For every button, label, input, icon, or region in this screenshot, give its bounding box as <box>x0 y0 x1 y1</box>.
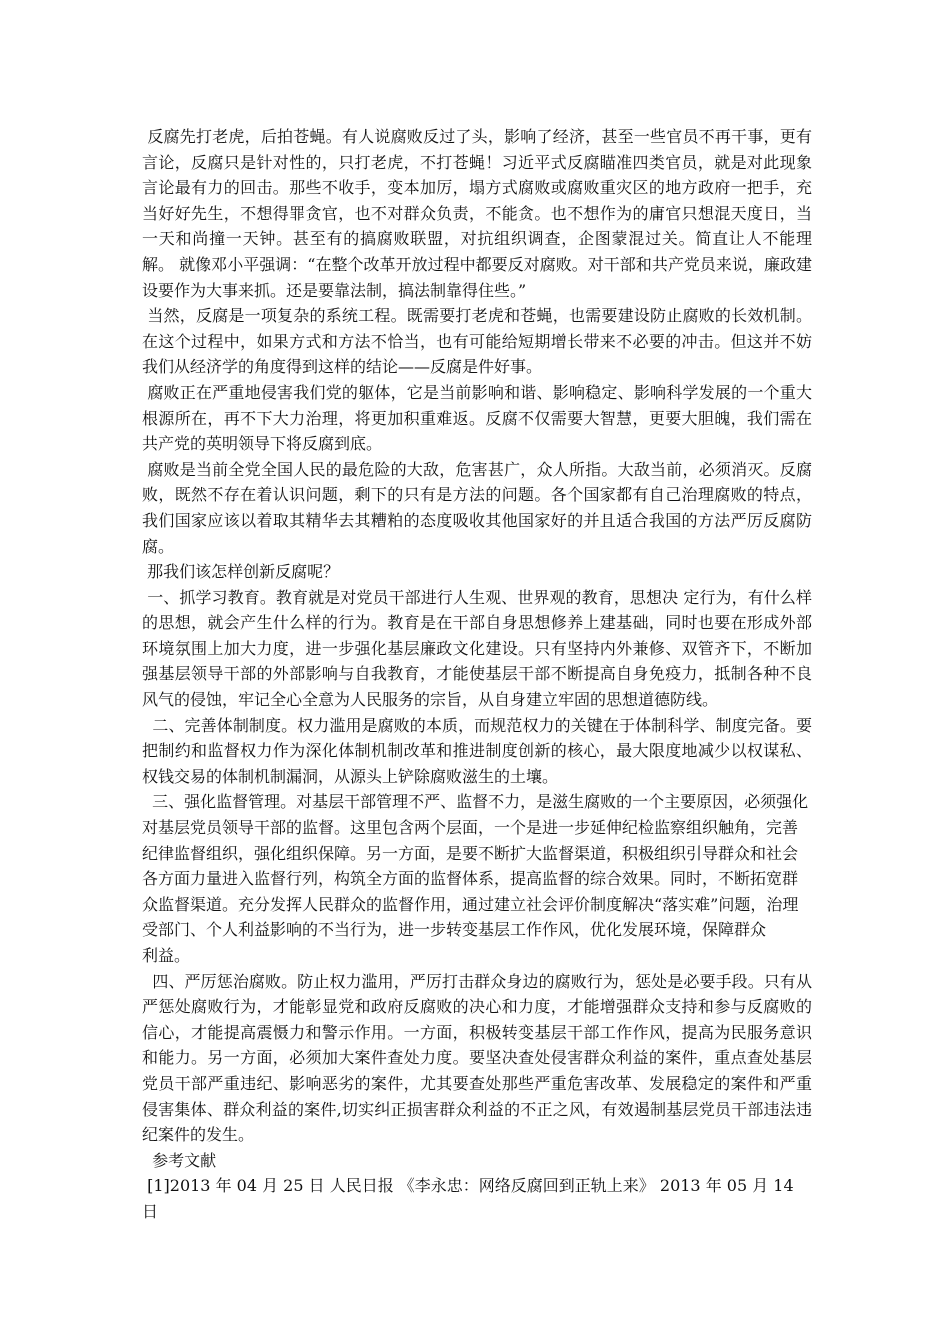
paragraph-tigers-and-flies: 反腐先打老虎，后拍苍蝇。有人说腐败反过了头，影响了经济，甚至一些官员不再干事，更有言论，反腐只是针对性的，只打老虎，不打苍蝇！习近平式反腐瞄准四类官员，就是对此现象言论最有力的回击。那些不收手，变本加厉，塌方式腐败或腐败重灾区的地方政府一把手，充当好好先生，不想得罪贪官，也不对群众负责，不能贪。也不想作为的庸官只想混天度日，当一天和尚撞一天钟。甚至有的搞腐败联盟，对抗组织调查，企图蒙混过关。简直让人不能理解。 就像邓小平强调：“在整个改革开放过程中都要反对腐败。对干部和共产党员来说，廉政建设要作为大事来抓。还是要靠法制，搞法制靠得住些。” <box>142 127 812 300</box>
paragraph-point-one-education: 一、抓学习教育。教育就是对党员干部进行人生观、世界观的教育，思想决 定行为，有什么样的思想，就会产生什么样的行为。教育是在干部自身思想修养上建基础，同时也要在形成外部环境氛围上加大力度，进一步强化基层廉政文化建设。只有坚持内外兼修、双管齐下，不断加强基层领导干部的外部影响与自我教育，才能使基层干部不断提高自身免疫力，抵制各种不良风气的侵蚀，牢记全心全意为人民服务的宗旨，从自身建立牢固的思想道德防线。 <box>142 587 812 710</box>
paragraph-corruption-harms-party: 腐败正在严重地侵害我们党的躯体，它是当前影响和谐、影响稳定、影响科学发展的一个重大根源所在，再不下大力治理，将更加积重难返。反腐不仅需要大智慧，更要大胆魄，我们需在共产党的英明领导下将反腐到底。 <box>142 382 812 454</box>
references-heading: 参考文献 <box>142 1150 217 1170</box>
paragraph-point-four-punish: 四、严厉惩治腐败。防止权力滥用，严厉打击群众身边的腐败行为，惩处是必要手段。只有从严惩处腐败行为，才能彰显党和政府反腐败的决心和力度，才能增强群众支持和参与反腐败的信心，才能提高震慑力和警示作用。一方面，积极转变基层干部工作作风，提高为民服务意识和能力。另一方面，必须加大案件查处力度。要坚决查处侵害群众利益的案件，重点查处基层党员干部严重违纪、影响恶劣的案件，尤其要查处那些严重危害改革、发展稳定的案件和严重侵害集体、群众利益的案件,切实纠正损害群众利益的不正之风，有效遏制基层党员干部违法违纪案件的发生。 <box>142 971 812 1145</box>
paragraph-point-three-supervision: 三、强化监督管理。对基层干部管理不严、监督不力，是滋生腐败的一个主要原因，必须强化对基层党员领导干部的监督。这里包含两个层面，一个是进一步延伸纪检监察组织触角，完善纪律监督组织，强化组织保障。另一方面，是要不断扩大监督渠道，积极组织引导群众和社会各方面力量进入监督行列，构筑全方面的监督体系，提高监督的综合效果。同时，不断拓宽群众监督渠道。充分发挥人民群众的监督作用，通过建立社会评价制度解决“落实难”问题，治理受部门、个人利益影响的不当行为，进一步转变基层工作作风，优化发展环境，保障群众 <box>142 792 809 940</box>
paragraph-interest-tail: 利益。 <box>142 946 191 965</box>
paragraph-greatest-enemy: 腐败是当前全党全国人民的最危险的大敌，危害甚广，众人所指。大敌当前，必须消灭。反腐败，既然不存在着认识问题，剩下的只有是方法的问题。各个国家都有自己治理腐败的特点，我们国家应该以着取其精华去其糟粕的态度吸收其他国家好的并且适合我国的方法严厉反腐防腐。 <box>142 459 812 556</box>
paragraph-how-to-innovate: 那我们该怎样创新反腐呢？ <box>142 562 340 582</box>
reference-item: [1]2013 年 04 月 25 日 人民日报 《李永忠：网络反腐回到正轨上来》 2013 年 05 月 14 日 <box>142 1176 799 1221</box>
document-body <box>142 124 812 1225</box>
paragraph-systemic-project: 当然，反腐是一项复杂的系统工程。既需要打老虎和苍蝇，也需要建设防止腐败的长效机制。在这个过程中，如果方式和方法不恰当，也有可能给短期增长带来不必要的冲击。但这并不妨我们从经济学的角度得到这样的结论——反腐是件好事。 <box>142 306 812 377</box>
paragraph-point-two-system: 二、完善体制制度。权力滥用是腐败的本质，而规范权力的关键在于体制科学、制度完备。要把制约和监督权力作为深化体制机制改革和推进制度创新的核心，最大限度地减少以权谋私、权钱交易的体制机制漏洞，从源头上铲除腐败滋生的土壤。 <box>142 715 812 786</box>
